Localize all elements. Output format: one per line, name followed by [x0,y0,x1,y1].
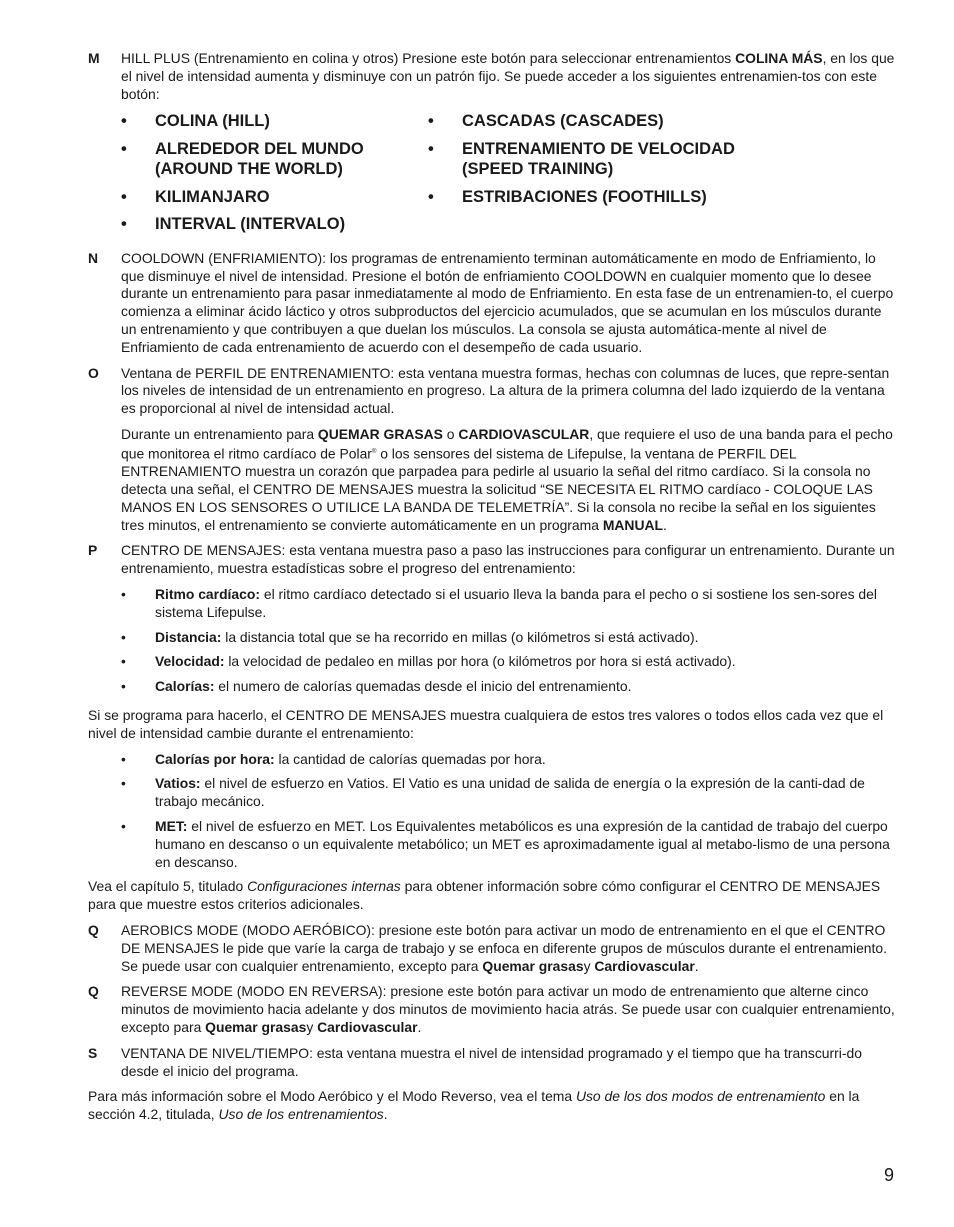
list-item: • INTERVAL (INTERVALO) [121,215,346,234]
list-item: • ALREDEDOR DEL MUNDO (AROUND THE WORLD) [121,139,364,179]
bullet-icon: • [121,215,127,234]
entry-letter: M [88,50,100,66]
profile-window-description: Ventana de PERFIL DE ENTRENAMIENTO: esta ventana muestra formas, hechas con columnas de luces, que repre-sentan los niveles de intensidad de un entrenamiento en progreso. La altura de la primera columna del lado izquierdo de la ventana es proporcional al nivel de intensidad actual. [121,364,890,417]
bullet-icon: • [121,678,126,695]
page-number: 9 [884,1165,895,1185]
hill-plus-description: HILL PLUS (Entrenamiento en colina y otros) Presione este botón para seleccionar entrenamientos COLINA MÁS, en los que el nivel de intensidad aumenta y disminuye con un patrón fijo. Se puede acceder a los siguientes entrenamien-tos con este botón: [121,50,895,102]
bullet-icon: • [121,750,126,767]
list-item: • Calorías por hora: la cantidad de calorías quemadas por hora. [121,750,546,767]
cooldown-description: COOLDOWN (ENFRIAMIENTO): los programas de entrenamiento terminan automáticamente en modo de Enfriamiento, lo que disminuye el nivel de intensidad. Presione el botón de enfriamiento COOLDOWN en cualquier momento que lo desee durante un entrenamiento para pasar inmediatamente al modo de Enfriamiento. En esta fase de un entrenamien-to, el cuerpo comienza a eliminar ácido láctico y otros subproductos del ejercicio acumulados, que se acumulan en los músculos durante un entrenamiento y que contribuyen a que duelan los músculos. La consola se ajusta automática-mente al nivel de Enfriamiento de cada entrenamiento de acuerdo con el desempeño de cada usuario. [121,249,894,355]
manual-page [88,50,900,1132]
additional-criteria-intro: Si se programa para hacerlo, el CENTRO DE MENSAJES muestra cualquiera de estos tres valores o todos ellos cada vez que el nivel de intensidad cambie durante el entrenamiento: [88,707,884,741]
list-item: • Ritmo cardíaco: el ritmo cardíaco detectado si el usuario lleva la banda para el pecho o si sostiene los sen-sores del sistema Lifepulse. [121,586,877,620]
entry-letter: Q [88,922,99,939]
additional-criteria-list [121,751,900,872]
stats-list [121,586,900,696]
bullet-icon: • [121,775,126,792]
bullet-icon: • [121,628,126,645]
bullet-icon: • [121,586,126,603]
workout-list [121,111,900,242]
entry-o [88,365,900,535]
message-center-description: CENTRO DE MENSAJES: esta ventana muestra paso a paso las instrucciones para configurar un entrenamiento. Durante un entrenamiento, muestra estadísticas sobre el progreso del entrenamiento: [121,542,895,577]
bullet-icon: • [428,187,434,206]
reverse-mode-description: REVERSE MODE (MODO EN REVERSA): presione este botón para activar un modo de entrenamiento que alterne cinco minutos de movimiento hacia adelante y dos minutos de movimiento hacia atrás. Se puede usar con cualquier entrenamiento, excepto para Quemar grasasy Cardiovascular. [121,983,895,1035]
chapter-reference: Vea el capítulo 5, titulado Configuraciones internas para obtener información sobre cómo configurar el CENTRO DE MENSAJES para que muestre estos criterios adicionales. [88,878,881,913]
list-item: • ESTRIBACIONES (FOOTHILLS) [428,187,707,206]
entry-letter: O [88,364,99,381]
bullet-icon: • [121,112,127,131]
list-item: • COLINA (HILL) [121,112,270,131]
list-item: • Velocidad: la velocidad de pedaleo en millas por hora (o kilómetros por hora si está activado). [121,653,736,670]
entry-q-reverse [88,983,900,1036]
entry-m [88,50,900,242]
workout-list-right [428,111,735,242]
list-item: • Distancia: la distancia total que se ha recorrido en millas (o kilómetros si está activado). [121,628,699,645]
list-item: • Calorías: el numero de calorías quemadas desde el inicio del entrenamiento. [121,678,632,695]
entry-letter: S [88,1044,98,1061]
list-item: • Vatios: el nivel de esfuerzo en Vatios. El Vatio es una unidad de salida de energía o la expresión de la canti-dad de trabajo mecánico. [121,775,865,810]
bullet-icon: • [428,112,434,131]
entry-q-aerobics [88,922,900,975]
list-item: • MET: el nivel de esfuerzo en MET. Los Equivalentes metabólicos es una expresión de la cantidad de trabajo del cuerpo humano en descanso o un equivalente metabólico; un MET es aproximadamente igual al metabo-lismo de una persona en descanso. [121,818,890,870]
bullet-icon: • [121,139,127,158]
bullet-icon: • [121,187,127,206]
list-item: • ENTRENAMIENTO DE VELOCIDAD (SPEED TRAINING) [428,139,735,179]
entry-s [88,1045,900,1081]
aerobics-mode-description: AEROBICS MODE (MODO AERÓBICO): presione este botón para activar un modo de entrenamiento en el que el CENTRO DE MENSAJES le pide que varíe la carga de trabajo y se enfoca en diferente grupos de músculos durante el entrenamiento. Se puede usar con cualquier entrenamiento, excepto para Quemar grasasy Cardiovascular. [121,922,887,974]
list-item: • CASCADAS (CASCADES) [428,112,664,131]
entry-letter: P [88,542,98,559]
entry-p [88,542,900,703]
entry-letter: Q [88,983,99,1000]
modes-reference: Para más información sobre el Modo Aeróbico y el Modo Reverso, vea el tema Uso de los dos modos de entrenamiento en la sección 4.2, titulada, Uso de los entrenamientos. [88,1088,860,1123]
bullet-icon: • [121,653,126,670]
workout-list-left [121,111,428,242]
level-time-window-description: VENTANA DE NIVEL/TIEMPO: esta ventana muestra el nivel de intensidad programado y el tiempo que ha transcurri-do desde el inicio del programa. [121,1044,862,1079]
entry-letter: N [88,249,99,266]
entry-n [88,250,900,357]
bullet-icon: • [121,818,126,835]
list-item: • KILIMANJARO [121,187,270,206]
heart-rate-workout-description: Durante un entrenamiento para QUEMAR GRASAS o CARDIOVASCULAR, que requiere el uso de una banda para el pecho que monitorea el ritmo cardíaco de Polar® o los sensores del sistema de Lifepulse, la ventana de PERFIL DEL ENTRENAMIENTO muestra un corazón que parpadea para pedirle al usuario la señal del ritmo cardíaco. Si la consola no detecta una señal, el CENTRO DE MENSAJES muestra la solicitud “SE NECESITA EL RITMO cardíaco - COLOQUE LAS MANOS EN LOS SENSORES O UTILICE LA BANDA DE TELEMETRÍA”. Si la consola no recibe la señal en los siguientes tres minutos, el entrenamiento se convierte automáticamente en un programa MANUAL. [121,426,893,533]
bullet-icon: • [428,139,434,158]
